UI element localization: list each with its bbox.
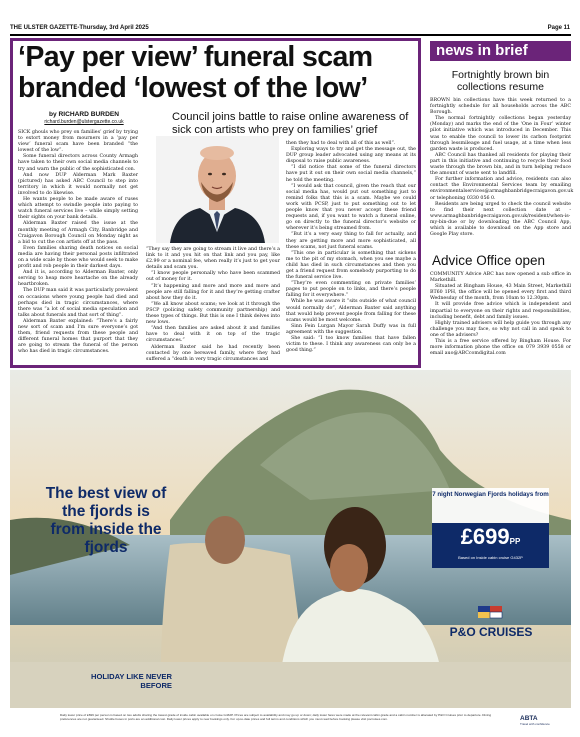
paragraph: Some funeral directors across County Armagh have taken to their own social media channels to try and warn the public of the sophisticated con.: [18, 154, 138, 172]
abta-logo: [520, 715, 550, 726]
paragraph: Highly trained advisers will help guide you through any challenge you may face, so why not call in and speak to one of the advisers?: [430, 320, 571, 338]
paragraph: It will provide free advice which is independent and impartial to everyone on their rights and responsibilities, including benefit, debt and family issues.: [430, 302, 571, 320]
portrait-photo: [156, 136, 279, 243]
price-suffix: PP: [509, 537, 521, 546]
paragraph: Situated at Bingham House, 43 Main Street, Markethill BT60 1PH, the office will be opened every first and third Wednesday of the month, from 10am to 12.30pm.: [430, 284, 571, 302]
paragraph: For further information and advice, residents can also contact the Environmental Services team by emailing environmentalservices@armaghbanbridgecraigavon.gov.uk or telephoning 0330 056 0.: [430, 177, 574, 201]
story-column-2: [146, 247, 280, 363]
paragraph: “It’s happening and more and more and more and people are still falling for it and they’re getting crafter about how they do it.: [146, 283, 280, 301]
advert-tagline: The best view of the fjords is from inside the fjords: [45, 485, 167, 556]
paragraph: “This one in particular is something that sickens me to the pit of my stomach, when you see maybe a child has died in such circumstances and then you get a friend request from somebody purporting to do the funeral service live.: [286, 250, 416, 281]
paragraph: The normal fortnightly collections began yesterday (Monday) and marks the end of the ‘One in Four’ winter pilot initiative which was introduced in December. This was to enable the council to lower its carbon footprint through lessmileage and fuel usage, at a time when less garden waste is produced.: [430, 116, 571, 152]
abta-mark: ABTA: [520, 715, 538, 722]
portrait-illustration: [156, 136, 279, 243]
paragraph: “And then families are asked about it and families have to deal with it on top of the tragic circumstances.”: [146, 326, 280, 344]
paragraph: “I did notice that some of the funeral directors have put it out on their own social media channels,” he told the meeting.: [286, 165, 416, 183]
paragraph: ABC Council has thanked all residents for playing their part in this initiative and continuing to recycle their food waste through the brown bin, and in turn helping reduce the amount of waste sent to landfill.: [430, 152, 571, 177]
paragraph: Alderman Baxter raised the issue at the monthly meeting of Armagh City, Banbridge and Craigavon Borough Council on Monday night as a bid to cut the con artists off at the pass.: [18, 221, 138, 245]
po-cruises-crest-icon: [476, 603, 506, 623]
brief-2-headline: Advice Office open: [432, 253, 546, 268]
paragraph: Residents are being urged to check the council website to find their next collection date at - www.armaghbanbridgecraigavon.gov.uk/resident/when-is-my-bin-due or by downloading the ABC Council App, which is available to download on the App store and Google Play store.: [430, 201, 571, 238]
story-column-1: [18, 130, 138, 355]
paragraph: “I know people personally who have been scammed out of money for it.: [146, 271, 280, 283]
abta-tagline: Travel with confidence: [520, 722, 550, 726]
paragraph: And it is, according to Alderman Baxter, only serving to heap more heartache on the already heartbroken.: [18, 270, 138, 288]
byline-email[interactable]: richard.burden@ulstergazette.co.uk: [44, 119, 124, 125]
offer-price: [432, 524, 549, 550]
paragraph: Alderman Baxter said he had recently been contacted by one bereaved family, where they had suffered a “death in very tragic circumstances and: [146, 344, 280, 362]
paragraph: SICK ghouls who prey on families’ grief by trying to extort money from mourners in a ‘pay per view’ funeral scam have been branded “the lowest of the low”.: [18, 130, 138, 154]
paragraph: BROWN bin collections have this week returned to a fortnightly schedule for all households across the ABC Borough.: [430, 98, 571, 116]
paragraph: “We all know about scams; we look at it through the PSCP (policing safety community partnership) and these types of things. But this is one I think delves into new lows.: [146, 301, 280, 326]
brief-1-body: [430, 98, 574, 238]
lead-headline: ‘Pay per view’ funeral scam branded ‘lowest of the low’: [18, 41, 373, 104]
price-value: £699: [460, 524, 510, 549]
paragraph: Alderman Baxter explained: “There’s a fairly new sort of scam and I’m sure everyone’s got them, friend requests from these people and different funeral homes that purport that they are going to stream the funeral of the person who has died in tragic circumstances.: [18, 318, 138, 355]
paragraph: “They’re even commenting on private families’ pages to put people on to links, and there’s people falling for it everywhere.”: [286, 281, 416, 299]
page-number: Page 11: [547, 25, 570, 31]
byline-name: by RICHARD BURDEN: [49, 111, 119, 118]
brief-2-body: [430, 272, 571, 357]
story-column-3: [286, 141, 416, 354]
news-in-brief-title: news in brief: [436, 42, 528, 59]
brief-1-headline: Fortnightly brown bin collections resume: [451, 69, 550, 93]
paragraph: She said: “I too know families that have fallen victim to these. I think any awareness can only be a good thing.”: [286, 336, 416, 354]
paragraph: He wants people to be made aware of ruses which attempt to swindle people into paying to watch funeral services live – while simply setting their sights on your bank details.: [18, 197, 138, 221]
paragraph: And now DUP Alderman Mark Baxter (pictured) has asked ABC Council to step into territory in which it would normally not get involved to do likewise.: [18, 172, 138, 196]
paragraph: “They say they are going to stream it live and there’s a link to it and you hit on that link and you pay, like £2.99 or a nominal fee, when really it’s just to get your details and scam you.: [146, 247, 280, 271]
brand-logo[interactable]: P&O CRUISES: [449, 625, 533, 639]
subheadline: Council joins battle to raise online awareness of sick con artists who prey on families’ grief: [172, 111, 409, 136]
byline: [34, 111, 134, 125]
publication-line: THE ULSTER GAZETTE-Thursday, 3rd April 2025: [10, 25, 149, 31]
paragraph: Even families sharing death notices on social media are having their personal posts infiltrated on a wide scale by those who would seek to make profit and rob people in their darkest days.: [18, 245, 138, 270]
paragraph: Exploring ways to try and get the message out, the DUP group leader advocated using any means at its disposal to raise public awareness.: [286, 147, 416, 165]
paragraph: “But it’s a very easy thing to fall for actually, and they are getting more and more sophisticated, all these scams, not just funeral scams.: [286, 232, 416, 250]
price-note: Based on Inside cabin cruise G432P: [458, 555, 523, 560]
paragraph: COMMUNITY Advice ABC has now opened a sub office in Markethill.: [430, 272, 571, 284]
paragraph: While he was aware it “sits outside of what council would normally do”, Alderman Baxter said anything that would help prevent people from falling for these scams would be most welcome.: [286, 299, 416, 323]
advert-slogan: HOLIDAY LIKE NEVER BEFORE: [90, 672, 172, 690]
paragraph: “I would ask that council, given the reach that our social media has, would put out something just to remind folks that this is a scam. Maybe we could work with PCSP, just to put something out to let people know that you never accept these friend requests and, if you want to watch a funeral online, go on directly to the funeral director’s website or wherever it’s being streamed from.: [286, 183, 416, 232]
advert-fine-print: Daily lower price of £699 per person is based on two adults sharing the lowest grade of inside cabin available on cruise G432P. Prices are subject to availability and may go up or down; daily lower fares were made at the relevant cabin grade and a cabin number is allocated by P&O Cruises prior to departure. Dining preferences are not guaranteed. Shuttle buses in ports are an additional cost. Daily lower prices apply to new bookings only. For up-to-date prices and full terms and conditions which you must read before booking please visit pocruises.com.: [60, 713, 492, 721]
paragraph: then they had to deal with all of this as well”.: [286, 141, 396, 146]
offer-headline: 7 night Norwegian Fjords holidays from: [432, 491, 549, 498]
paragraph: The DUP man said it was particularly prevalent on occasions where young people had died and perhaps died in tragic circumstances, where there was “a lot of social media speculation and talks about funerals and that sort of thing”.: [18, 288, 138, 318]
header-rule: [10, 34, 571, 36]
paragraph: Sinn Fein Lurgan Mayor Sarah Duffy was in full agreement with the suggestion.: [286, 323, 416, 335]
paragraph: This is a free service offered by Bingham House. For more information phone the office on 079 3939 0558 or email auo@ABCcomdigital.com: [430, 339, 571, 357]
